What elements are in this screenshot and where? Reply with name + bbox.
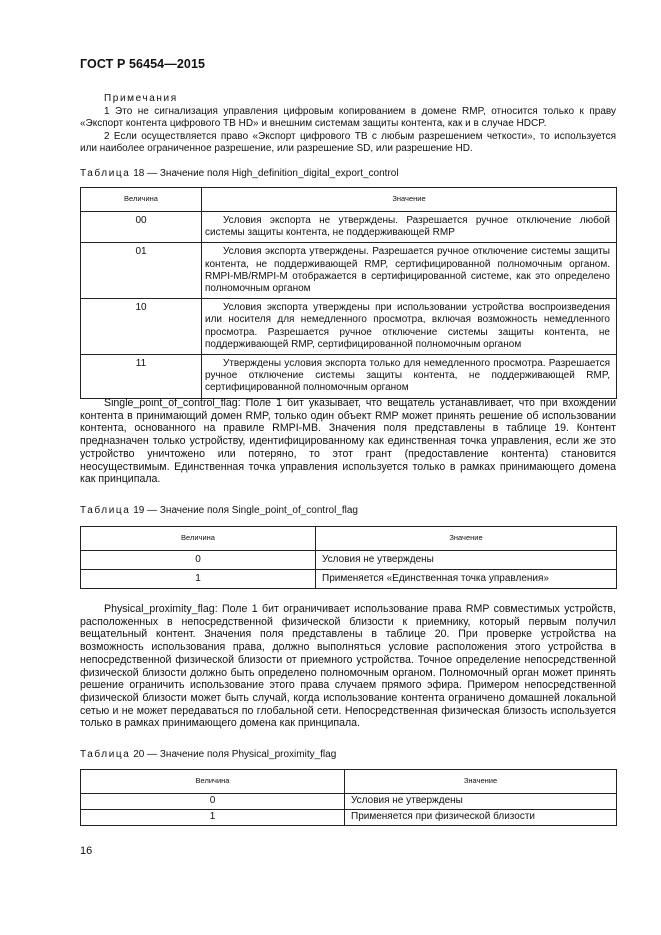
caption-text: 20 — Значение поля Physical_proximity_flag bbox=[133, 749, 337, 760]
note-item: 2 Если осуществляется право «Экспорт цифрового ТВ с любым разрешением четкости», то используется или наиболее ограниченное разрешение, или разрешение SD, или разрешение HD. bbox=[80, 130, 616, 155]
caption-prefix: Таблица bbox=[80, 505, 131, 516]
table-row bbox=[81, 355, 617, 399]
table-header-meaning: Значение bbox=[345, 770, 617, 794]
table-cell-meaning: Утверждены условия экспорта только для немедленного просмотра. Разрешается ручное отключение системы защиты контента, не поддерживающей RMP, сертифицированной полномочным органом bbox=[202, 355, 617, 399]
table-cell-value: 01 bbox=[81, 243, 202, 299]
table-header-meaning: Значение bbox=[316, 527, 617, 551]
table-19 bbox=[80, 526, 617, 589]
caption-prefix: Таблица bbox=[80, 168, 131, 179]
table-header-value: Величина bbox=[81, 188, 202, 212]
document-header: ГОСТ Р 56454—2015 bbox=[80, 57, 206, 71]
caption-text: 19 — Значение поля Single_point_of_control_flag bbox=[133, 505, 358, 516]
paragraph-physical-proximity bbox=[80, 603, 616, 730]
table-cell-value: 00 bbox=[81, 212, 202, 243]
page-number: 16 bbox=[80, 845, 93, 857]
notes-block bbox=[80, 93, 616, 156]
table-20 bbox=[80, 769, 617, 826]
table-cell-meaning: Применяется «Единственная точка управления» bbox=[316, 570, 617, 589]
table-cell-value: 11 bbox=[81, 355, 202, 399]
paragraph-text: Single_point_of_control_flag: Поле 1 бит указывает, что вещатель устанавливает, что при вхождении контента в принимающий домен RMP, только один объект RMP может принять решение об использовании контента, основанного на правиле RMPI-MB. Значения поля представлены в таблице 19. Контент предназначен только устройству, идентифицированному как единственная точка управления, если же это устройство уничтожено или потеряно, то этот грант (предоставление контента) становится неосуществимым. Единственная точка управления используется только в рамках принимающего домена как принципала. bbox=[80, 397, 616, 486]
table-cell-value: 0 bbox=[81, 551, 316, 570]
table-row bbox=[81, 551, 617, 570]
table-19-caption bbox=[80, 505, 358, 516]
table-cell-value: 10 bbox=[81, 299, 202, 355]
table-18-caption bbox=[80, 168, 399, 179]
table-row bbox=[81, 299, 617, 355]
table-row bbox=[81, 570, 617, 589]
table-18 bbox=[80, 187, 617, 399]
table-cell-meaning: Применяется при физической близости bbox=[345, 810, 617, 826]
caption-text: 18 — Значение поля High_definition_digital_export_control bbox=[133, 168, 399, 179]
note-item: 1 Это не сигнализация управления цифровым копированием в домене RMP, относится только к праву «Экспорт контента цифрового ТВ HD» и внешним системам защиты контента, как и в случае HDCP. bbox=[80, 105, 616, 130]
table-cell-value: 1 bbox=[81, 570, 316, 589]
table-cell-meaning: Условия экспорта не утверждены. Разрешается ручное отключение любой системы защиты контента, не поддерживающей RMP bbox=[202, 212, 617, 243]
table-header-meaning: Значение bbox=[202, 188, 617, 212]
table-cell-value: 1 bbox=[81, 810, 345, 826]
table-row bbox=[81, 794, 617, 810]
table-cell-meaning: Условия не утверждены bbox=[316, 551, 617, 570]
table-cell-meaning: Условия экспорта утверждены при использовании устройства воспроизведения или носителя для немедленного просмотра, включая возможность немедленного просмотра. Разрешается ручное отключение системы защиты контента, не поддерживающей RMP, сертифицированной полномочным органом bbox=[202, 299, 617, 355]
notes-title: Примечания bbox=[104, 93, 178, 104]
table-cell-meaning: Условия экспорта утверждены. Разрешается ручное отключение системы защиты контента, не поддерживающей RMP, сертифицированной полномочным органом. RMPI-MB/RMPI-M отображается в сертифицированной системе, как это определено полномочным органом bbox=[202, 243, 617, 299]
table-header-value: Величина bbox=[81, 527, 316, 551]
table-header-value: Величина bbox=[81, 770, 345, 794]
caption-prefix: Таблица bbox=[80, 749, 131, 760]
table-row bbox=[81, 212, 617, 243]
table-row bbox=[81, 810, 617, 826]
table-cell-value: 0 bbox=[81, 794, 345, 810]
table-row bbox=[81, 243, 617, 299]
paragraph-single-point-of-control bbox=[80, 397, 616, 486]
table-cell-meaning: Условия не утверждены bbox=[345, 794, 617, 810]
paragraph-text: Physical_proximity_flag: Поле 1 бит ограничивает использование права RMP совместимых устройств, расположенных в непосредственной физической близости к приемнику, который первым получил вещательный контент. Значения поля представлены в таблице 20. При проверке устройства на возможность использования права, должно выполняться условие расположения этого устройства в непосредственной физической близости от приемного устройства. Точное определение непосредственной физической близости должно быть определено полномочным органом. Полномочный орган может принять решение ограничить использование этого права случаем прямого эфира. Примером непосредственной физической близости может быть случай, когда использование контента ограничено домашней локальной сетью и не может передаваться по глобальной сети. Непосредственная физическая близость используется только в рамках принимающего домена как принципала. bbox=[80, 603, 616, 730]
table-20-caption bbox=[80, 749, 336, 760]
